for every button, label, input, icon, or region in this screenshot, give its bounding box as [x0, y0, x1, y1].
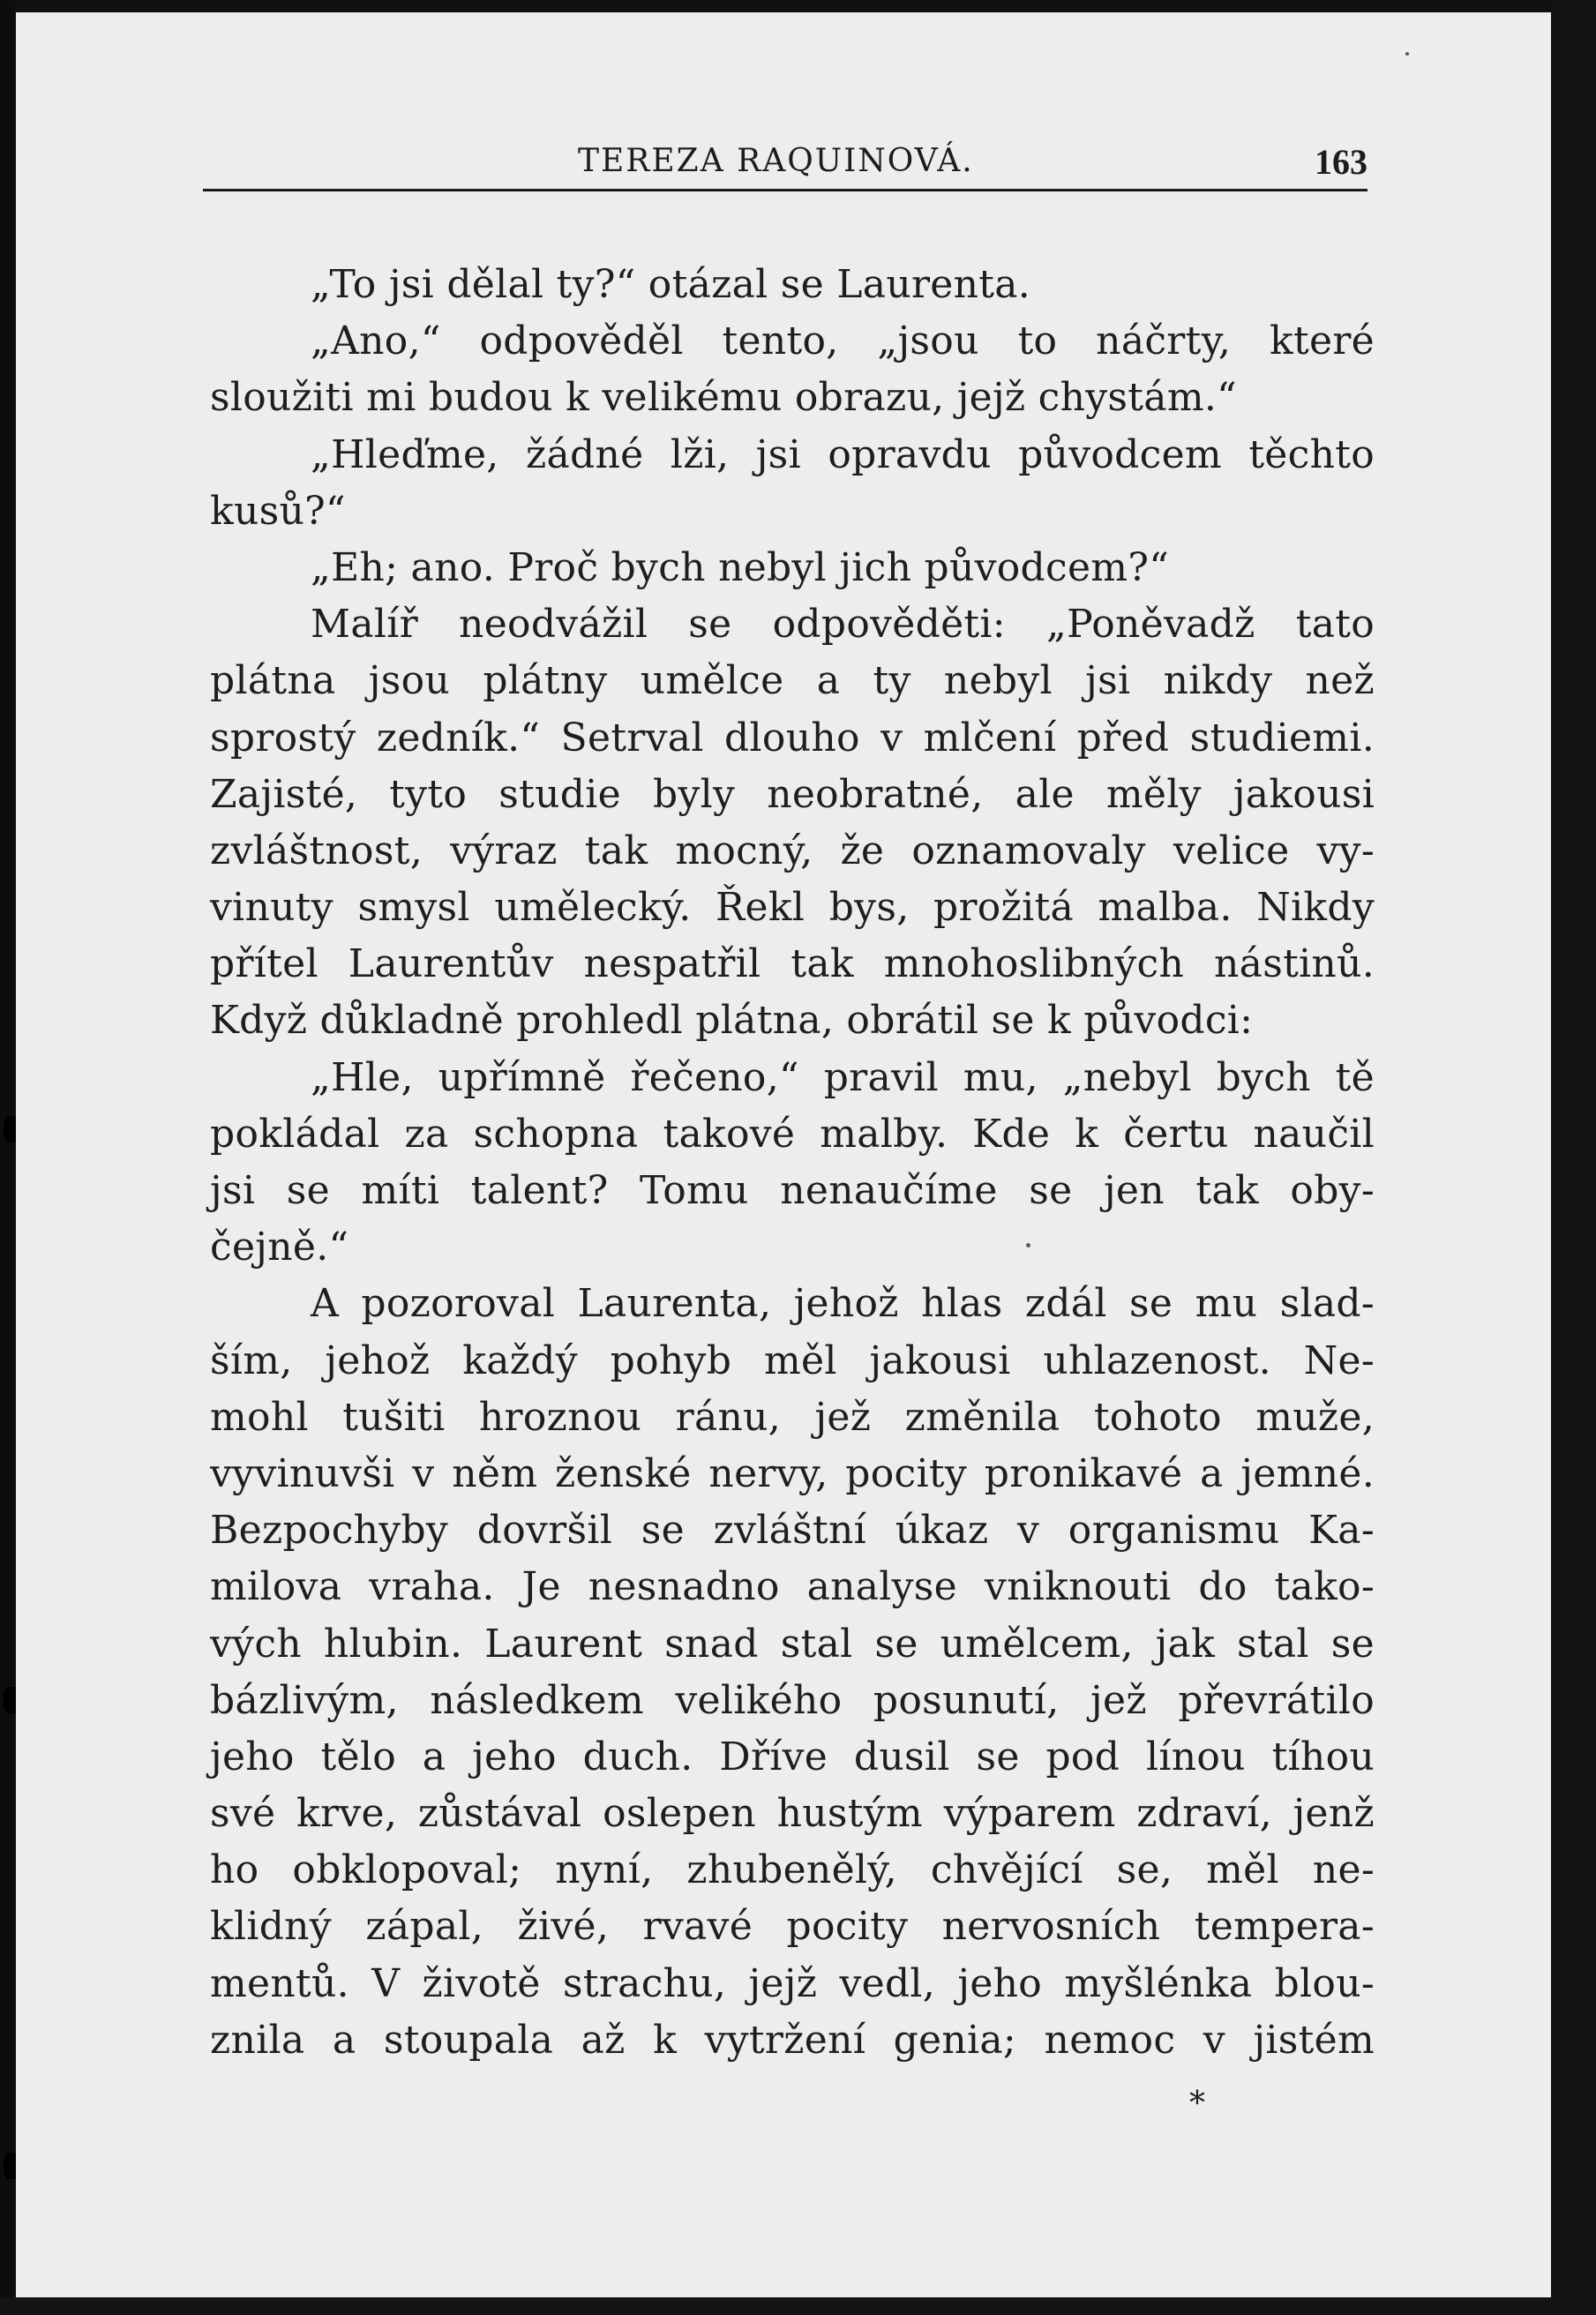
text-line: A pozoroval Laurenta, jehož hlas zdál se mu slad- [311, 1281, 1375, 1327]
text-line: své krve, zůstával oslepen hustým výparem zdraví, jenž [210, 1791, 1375, 1837]
text-line: sloužiti mi budou k velikému obrazu, jejž chystám.“ [210, 375, 1237, 421]
text-line: sprostý zedník.“ Setrval dlouho v mlčení před studiemi. [210, 715, 1375, 760]
running-title: TEREZA RAQUINOVÁ. [578, 143, 974, 179]
text-line: přítel Laurentův nespatřil tak mnohoslibných nástinů. [210, 941, 1375, 987]
text-line: klidný zápal, živé, rvavé pocity nervosních tempera- [210, 1904, 1375, 1950]
footer-ornament: * [1189, 2086, 1205, 2122]
text-line: znila a stoupala až k vytržení genia; nemoc v jistém [210, 2017, 1375, 2063]
binding-mark [4, 1687, 16, 1713]
text-line: „Hle, upřímně řečeno,“ pravil mu, „nebyl bych tě [311, 1054, 1375, 1100]
text-line: jeho tělo a jeho duch. Dříve dusil se pod línou tíhou [210, 1734, 1375, 1779]
text-line: jsi se míti talent? Tomu nenaučíme se jen tak oby- [210, 1168, 1375, 1213]
page-number: 163 [1315, 142, 1367, 182]
binding-mark [4, 1116, 16, 1143]
text-line: mentů. V životě strachu, jejž vedl, jeho myšlénka blou- [210, 1960, 1375, 2006]
paper-speck [1026, 1243, 1030, 1247]
text-line: Bezpochyby dovršil se zvláštní úkaz v organismu Ka- [210, 1508, 1375, 1554]
text-line: „Hleďme, žádné lži, jsi opravdu původcem těchto [311, 431, 1375, 477]
text-line: milova vraha. Je nesnadno analyse vniknouti do tako- [210, 1564, 1375, 1610]
text-line: ším, jehož každý pohyb měl jakousi uhlazenost. Ne- [210, 1337, 1375, 1383]
running-header [203, 143, 1367, 191]
paper-speck [1405, 52, 1409, 56]
text-line: pokládal za schopna takové malby. Kde k čertu naučil [210, 1111, 1375, 1157]
text-line: vých hlubin. Laurent snad stal se umělcem, jak stal se [210, 1621, 1375, 1667]
text-line: vyvinuvši v něm ženské nervy, pocity pronikavé a jemné. [210, 1450, 1375, 1496]
text-line: Malíř neodvážil se odpověděti: „Poněvadž tato [311, 602, 1375, 648]
text-line: zvláštnost, výraz tak mocný, že oznamovaly velice vy- [210, 828, 1375, 873]
text-line: Když důkladně prohledl plátna, obrátil se k původci: [210, 998, 1254, 1044]
body-text [210, 257, 1375, 2069]
text-line: „To jsi dělal ty?“ otázal se Laurenta. [311, 262, 1031, 307]
scan-edge-right [1551, 0, 1596, 2315]
text-line: mohl tušiti hroznou ránu, jež změnila tohoto muže, [210, 1394, 1375, 1440]
binding-mark [4, 2153, 16, 2179]
text-line: bázlivým, následkem velikého posunutí, jež převrátilo [210, 1677, 1375, 1723]
book-page [16, 12, 1551, 2297]
text-line: čejně.“ [210, 1225, 349, 1270]
text-line: Zajisté, tyto studie byly neobratné, ale měly jakousi [210, 771, 1375, 817]
text-line: vinuty smysl umělecký. Řekl bys, prožitá malba. Nikdy [210, 885, 1375, 931]
text-line: „Ano,“ odpověděl tento, „jsou to náčrty, které [311, 318, 1375, 364]
text-line: „Eh; ano. Proč bych nebyl jich původcem?“ [311, 544, 1170, 590]
text-line: plátna jsou plátny umělce a ty nebyl jsi nikdy než [210, 658, 1375, 704]
scan-edge-bottom [0, 2297, 1596, 2315]
page-spine-shadow [0, 0, 16, 2315]
text-line: kusů?“ [210, 488, 346, 534]
text-line: ho obklopoval; nyní, zhubenělý, chvějící se, měl ne- [210, 1847, 1375, 1893]
